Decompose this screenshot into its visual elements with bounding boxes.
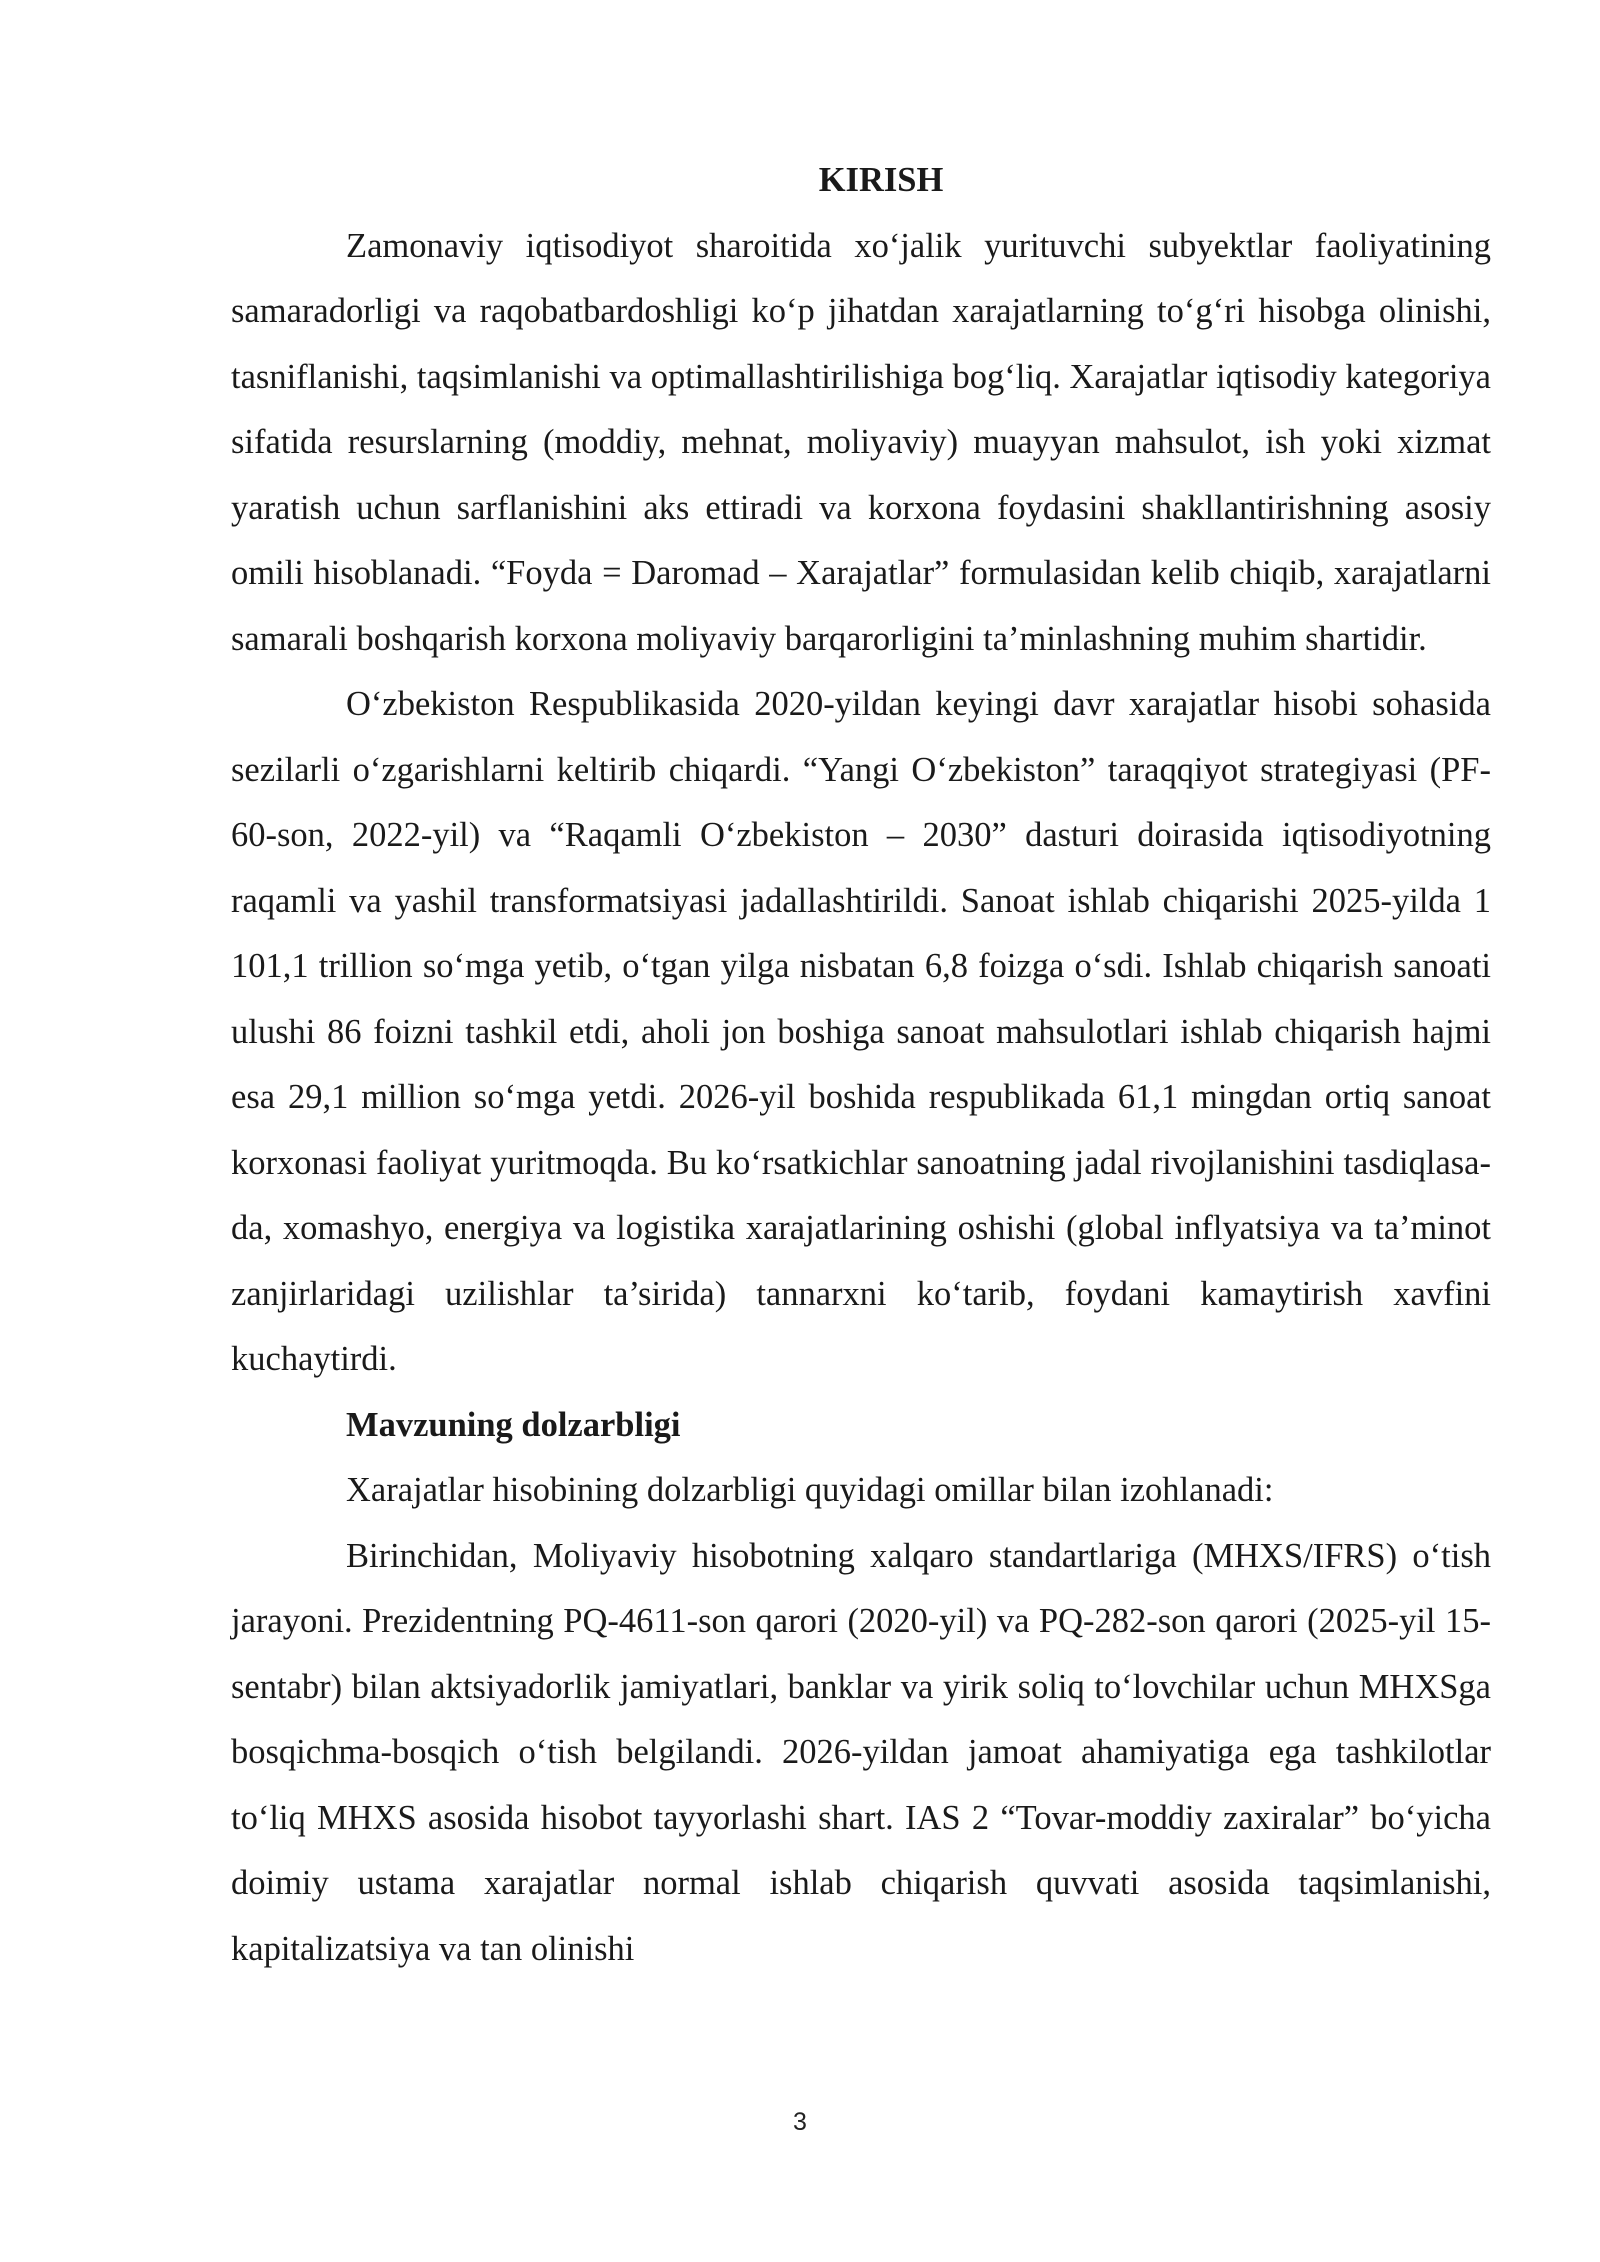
subsection-heading: Mavzuning dolzarbligi [346,1405,681,1444]
section-heading: KIRISH [818,161,944,199]
page-number: 3 [793,2108,807,2136]
paragraph: O‘zbekiston Respublikasida 2020-yildan keyingi davr xarajatlar hisobi sohasida sezilarli o‘zgarishlarni keltirib chiqardi. “Yangi O‘zbekiston” taraqqiyot strategiyasi (PF-60-son, 2022-yil) va “Raqamli O‘zbekiston – 2030” dasturi doirasida iqtisodiyotning raqamli va yashil transformatsiyasi jadallashtirildi. Sanoat ishlab chiqarishi 2025-yilda 1 101,1 trillion so‘mga yetib, o‘tgan yilga nisbatan 6,8 foizga o‘sdi. Ishlab chiqarish sanoati ulushi 86 foizni tashkil etdi, aholi jon boshiga sanoat mahsulotlari ishlab chiqarish hajmi esa 29,1 million so‘mga yetdi. 2026-yil boshida respublikada 61,1 mingdan ortiq sanoat korxonasi faoliyat yuritmoqda. Bu ko‘rsatkichlar sanoatning jadal rivojlanishini tasdiqlasa-da, xomashyo, energiya va logistika xarajatlarining oshishi (global inflyatsiya va ta’minot zanjirlaridagi uzilishlar ta’sirida) tannarxni ko‘tarib, foydani kamaytirish xavfini kuchaytirdi. [231,685,1491,1378]
paragraph: Xarajatlar hisobining dolzarbligi quyidagi omillar bilan izohlanadi: [346,1471,1274,1509]
paragraph: Birinchidan, Moliyaviy hisobotning xalqaro standartlariga (MHXS/IFRS) o‘tish jarayoni. Prezidentning PQ-4611-son qarori (2020-yil) va PQ-282-son qarori (2025-yil 15-sentabr) bilan aktsiyadorlik jamiyatlari, banklar va yirik soliq to‘lovchilar uchun MHXSga bosqichma-bosqich o‘tish belgilandi. 2026-yildan jamoat ahamiyatiga ega tashkilotlar to‘liq MHXS asosida hisobot tayyorlashi shart. IAS 2 “Tovar-moddiy zaxiralar” bo‘yicha doimiy ustama xarajatlar normal ishlab chiqarish quvvati asosida taqsimlanishi, kapitalizatsiya va tan olinishi [231,1536,1491,1968]
paragraph: Zamonaviy iqtisodiyot sharoitida xo‘jalik yurituvchi subyektlar faoliyatining samaradorligi va raqobatbardoshligi ko‘p jihatdan xarajatlarning to‘g‘ri hisobga olinishi, tasniflanishi, taqsimlanishi va optimallashtirilishiga bog‘liq. Xarajatlar iqtisodiy kategoriya sifatida resurslarning (moddiy, mehnat, moliyaviy) muayyan mahsulot, ish yoki xizmat yaratish uchun sarflanishini aks ettiradi va korxona foydasini shakllantirishning asosiy omili hisoblanadi. “Foyda = Daromad – Xarajatlar” formulasidan kelib chiqib, xarajatlarni samarali boshqarish korxona moliyaviy barqarorligini ta’minlashning muhim shartidir. [231,226,1491,658]
document-body [231,148,1491,1982]
